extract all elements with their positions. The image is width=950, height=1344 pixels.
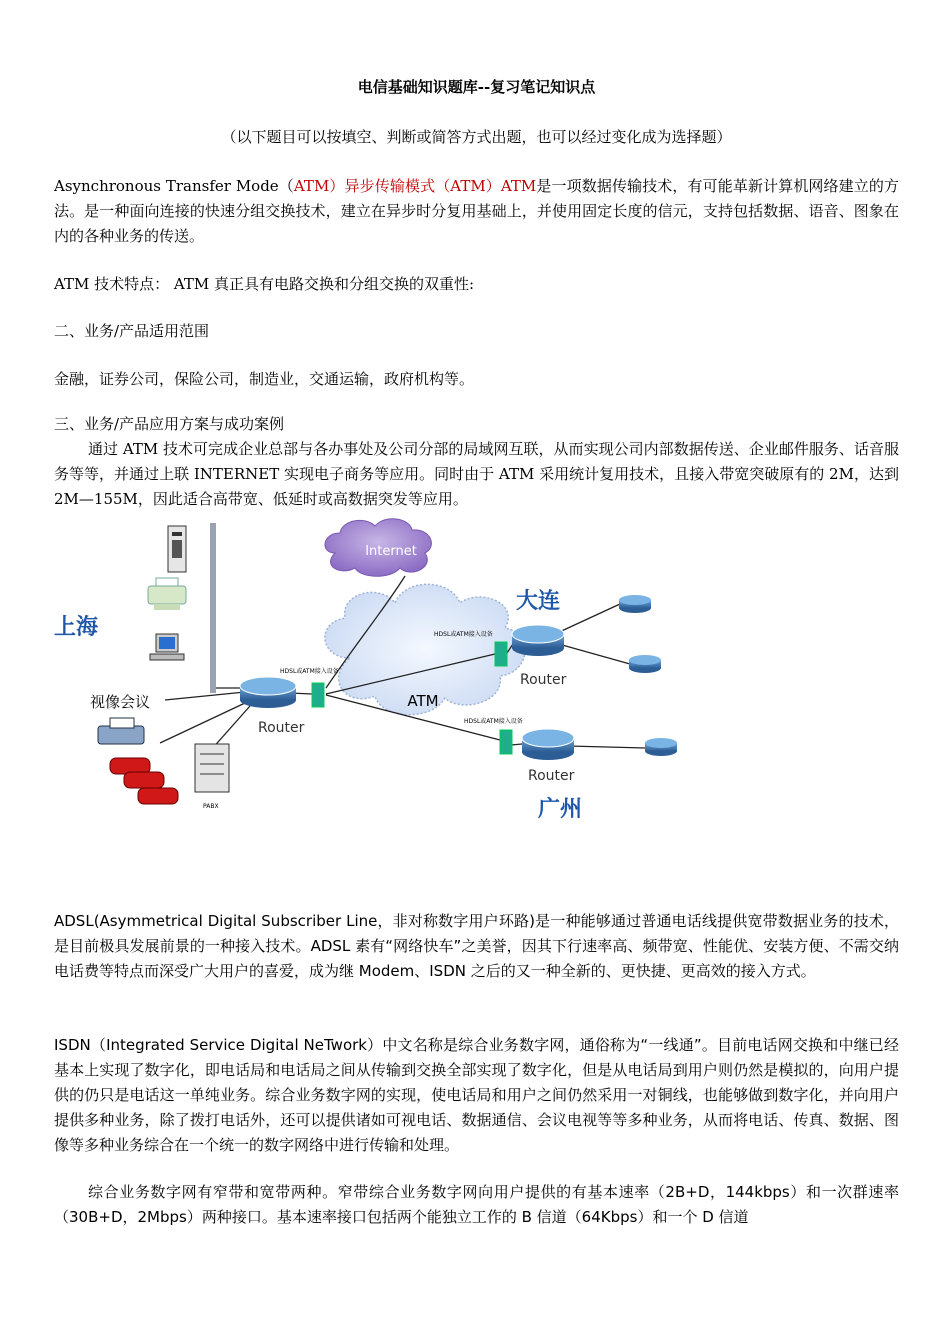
section-heading-scope: 二、业务/产品适用范围 <box>54 322 210 340</box>
atm-features: ATM 技术特点： ATM 真正具有电路交换和分组交换的双重性: <box>54 275 475 293</box>
pabx-icon <box>195 744 229 792</box>
hdsl-device-dalian <box>495 642 507 666</box>
computer-icon <box>150 634 184 660</box>
city-label-shanghai: 上海 <box>54 615 99 640</box>
lan-backbone <box>210 523 216 693</box>
atm-cloud-label: ATM <box>407 692 439 710</box>
adsl-paragraph: ADSL(Asymmetrical Digital Subscriber Line，非对称数字用户环路)是一种能够通过普通电话线提供宽带数据业务的技术，是目前极具发展前景的一种接入技术。ADSL 素有“网络快车”之美誉，因其下行速率高、频带宽、性能优、安装方便、不需交纳电话费等特点而深受广大用户的喜爱，成为继 Modem、ISDN 之后的又一种全新的、更快捷、更高效的接入方式。 <box>54 912 899 980</box>
video-conference-label: 视像会议 <box>90 693 151 711</box>
document-title: 电信基础知识题库--复习笔记知识点 <box>357 78 596 96</box>
remote-router-icon <box>645 738 677 756</box>
internet-label: Internet <box>365 544 417 559</box>
atm-intro-highlight: ATM）异步传输模式（ATM）ATM <box>293 177 537 195</box>
isdn-paragraph: ISDN（Integrated Service Digital NeTwork）中文名称是综合业务数字网，通俗称为“一线通”。目前电话网交换和中继已经基本上实现了数字化，即电话局和电话局之间从传输到交换全部实现了数字化，但是从电话局到用户则仍然是模拟的，向用户提供的仍只是电话这一单纯业务。综合业务数字网的实现，使电话局和用户之间仍然采用一对铜线，也能够做到数字化，并向用户提供多种业务，除了拨打电话外，还可以提供诸如可视电话、数据通信、会议电视等等多种业务，从而将电话、传真、数据、图像等多种业务综合在一个统一的数字网络中进行传输和处理。 <box>54 1036 899 1154</box>
telephone-icon <box>110 758 178 804</box>
router-dalian-label: Router <box>520 672 567 688</box>
server-tower-icon <box>168 526 186 572</box>
hdsl-device-main <box>312 683 324 707</box>
atm-intro-a: Asynchronous Transfer Mode（ <box>54 177 294 195</box>
pabx-label: PABX <box>203 803 219 810</box>
hdsl-label-2: HDSL或ATM接入设备 <box>434 631 493 638</box>
scope-paragraph: 金融，证券公司，保险公司，制造业，交通运输，政府机构等。 <box>54 370 475 388</box>
router-gz-label: Router <box>528 768 575 784</box>
case-paragraph: 通过 ATM 技术可完成企业总部与各办事处及公司分部的局域网互联，从而实现公司内部数据传送、企业邮件服务、话音服务等等，并通过上联 INTERNET 实现电子商务等应用。同时由于 ATM 采用统计复用技术，且接入带宽突破原有的 2M，达到 2M—155M，因此适合高带宽、低延时或高数据突发等应用。 <box>54 440 899 508</box>
remote-router-icon <box>629 655 661 673</box>
hdsl-label-1: HDSL或ATM接入设备 <box>280 668 339 675</box>
internet-cloud <box>325 519 431 577</box>
document-subtitle: （以下题目可以按填空、判断或简答方式出题，也可以经过变化成为选择题） <box>221 128 732 146</box>
router-main-label: Router <box>258 720 305 736</box>
atm-intro-c: 是一项数据传输技术，有可能革新计算机网络建立的方法。是一种面向连接的快速分组交换技术，建立在异步时分复用基础上，并使用固定长度的信元，支持包括数据、语音、图象在内的各种业务的传送。 <box>54 177 899 245</box>
atm-intro-paragraph <box>54 174 899 249</box>
hdsl-label-3: HDSL或ATM接入设备 <box>464 718 523 725</box>
remote-router-icon <box>619 595 651 613</box>
router-gz-icon <box>522 729 574 760</box>
atm-network-diagram <box>50 518 700 828</box>
hdsl-device-gz <box>500 730 512 754</box>
fax-icon <box>98 718 144 744</box>
router-dalian-icon <box>512 625 564 656</box>
printer-icon <box>148 578 186 610</box>
city-label-guangzhou: 广州 <box>538 797 583 822</box>
section-heading-cases: 三、业务/产品应用方案与成功案例 <box>54 415 285 433</box>
city-label-dalian: 大连 <box>516 589 561 614</box>
router-main-icon <box>240 677 296 708</box>
isdn-types-paragraph: 综合业务数字网有窄带和宽带两种。窄带综合业务数字网向用户提供的有基本速率（2B+D，144kbps）和一次群速率（30B+D，2Mbps）两种接口。基本速率接口包括两个能独立工作的 B 信道（64Kbps）和一个 D 信道 <box>54 1183 899 1226</box>
